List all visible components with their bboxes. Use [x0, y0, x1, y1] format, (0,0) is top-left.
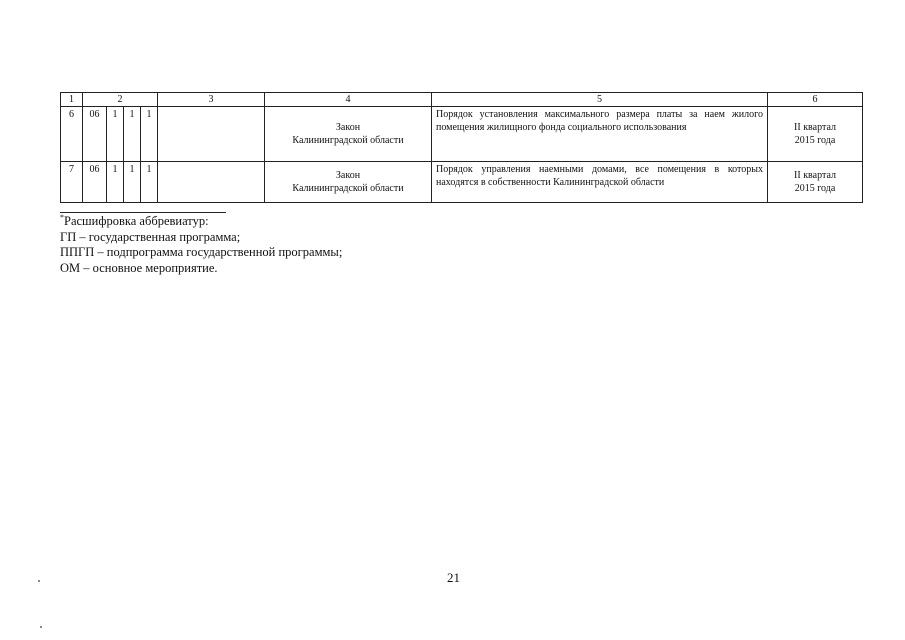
footnote-title: Расшифровка аббревиатур:	[64, 214, 209, 228]
footnote-line: ГП – государственная программа;	[60, 229, 241, 244]
header-col-5: 5	[432, 93, 768, 107]
row-number: 7	[61, 162, 83, 203]
code-cell: 06	[83, 107, 107, 162]
law-region: Калининградской области	[292, 183, 404, 194]
footnotes	[60, 212, 342, 276]
code-cell: 1	[107, 162, 124, 203]
period-year: 2015 года	[794, 135, 836, 146]
document-table	[60, 92, 863, 203]
row-number: 6	[61, 107, 83, 162]
law-type: Закон	[335, 170, 361, 181]
page-number: 21	[447, 570, 460, 585]
col3-cell	[158, 162, 265, 203]
footnote-separator	[60, 212, 226, 213]
scan-speck	[40, 626, 42, 628]
law-cell	[265, 107, 432, 162]
code-cell: 1	[124, 162, 141, 203]
description-cell: Порядок управления наемными домами, все помещения в которых находятся в собственности Калининградской области	[432, 162, 768, 203]
period-year: 2015 года	[794, 183, 836, 194]
header-col-4: 4	[265, 93, 432, 107]
footnote-line: ОМ – основное мероприятие.	[60, 260, 218, 275]
code-cell: 1	[141, 162, 158, 203]
period-cell	[768, 107, 863, 162]
footnote-marker: *	[60, 213, 64, 222]
scan-speck	[38, 580, 40, 582]
code-cell: 1	[141, 107, 158, 162]
law-cell	[265, 162, 432, 203]
code-cell: 1	[107, 107, 124, 162]
description-cell: Порядок установления максимального размера платы за наем жилого помещения жилищного фонда социального использования	[432, 107, 768, 162]
header-col-6: 6	[768, 93, 863, 107]
law-type: Закон	[335, 122, 361, 133]
table-row	[61, 107, 863, 162]
col3-cell	[158, 107, 265, 162]
header-col-3: 3	[158, 93, 265, 107]
header-col-1: 1	[61, 93, 83, 107]
table-header-row	[61, 93, 863, 107]
period-quarter: II квартал	[794, 122, 836, 133]
period-cell	[768, 162, 863, 203]
footnote-line: ППГП – подпрограмма государственной программы;	[60, 245, 343, 259]
footnote-title-line	[60, 214, 342, 230]
law-region: Калининградской области	[292, 135, 404, 146]
code-cell: 1	[124, 107, 141, 162]
period-quarter: II квартал	[794, 170, 836, 181]
header-col-2: 2	[83, 93, 158, 107]
table-row	[61, 162, 863, 203]
code-cell: 06	[83, 162, 107, 203]
